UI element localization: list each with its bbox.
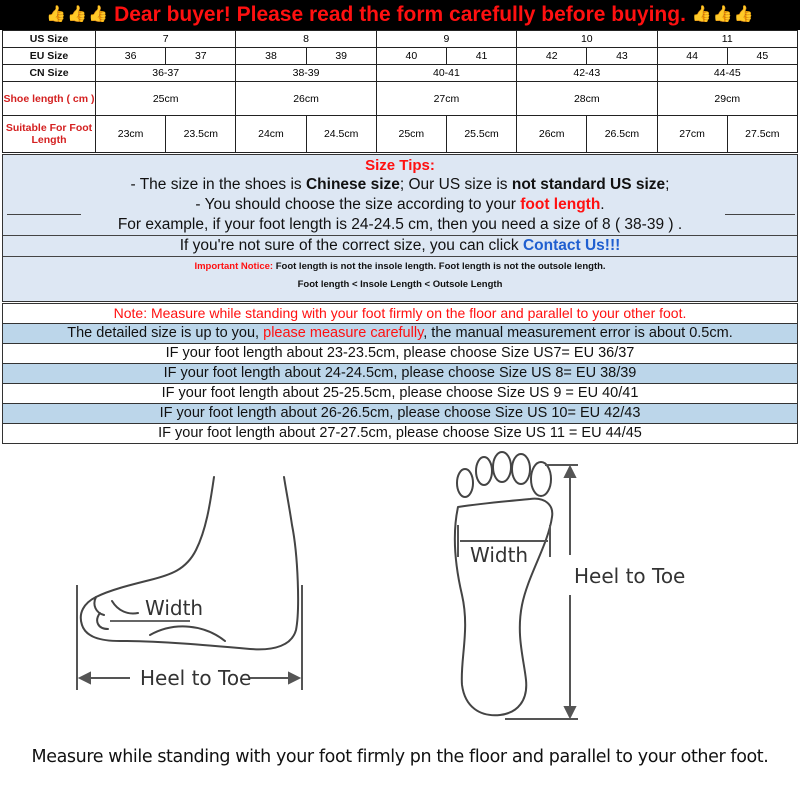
shoe-length-cell: 26cm (236, 82, 376, 116)
side-heel-to-toe-label: Heel to Toe (140, 666, 252, 690)
row-label-foot-length: Suitable For Foot Length (3, 116, 96, 153)
toe-3 (493, 452, 511, 482)
row-label-us: US Size (3, 31, 96, 48)
contact-us-link[interactable]: Contact Us!!! (522, 237, 621, 254)
toe-4 (512, 454, 530, 484)
cn-size-cell: 44-45 (657, 65, 798, 82)
eu-size-cell: 40 (376, 48, 446, 65)
foot-length-cell: 23.5cm (166, 116, 236, 153)
foot-length-cell: 23cm (96, 116, 166, 153)
row-label-eu: EU Size (3, 48, 96, 65)
divider (3, 256, 797, 257)
banner-title: Dear buyer! Please read the form carefully before buying. (114, 3, 686, 26)
important-notice (3, 261, 797, 272)
measure-detail (2, 324, 798, 344)
us-size-cell: 11 (657, 31, 798, 48)
eu-size-cell: 42 (517, 48, 587, 65)
size-chart-table (2, 30, 798, 153)
foot-length-cell: 26cm (517, 116, 587, 153)
shoe-length-cell: 29cm (657, 82, 798, 116)
side-foot-arch (150, 626, 225, 641)
detail-emphasis: please measure carefully (263, 325, 424, 341)
eu-size-cell: 37 (166, 48, 236, 65)
tip-chinese-size (3, 176, 797, 194)
size-tips-panel (2, 154, 798, 302)
divider (7, 214, 81, 215)
thumbs-up-icon: 👍 (691, 6, 712, 23)
size-rule-row: IF your foot length about 26-26.5cm, please choose Size US 10= EU 42/43 (2, 404, 798, 424)
toe-2 (476, 457, 492, 485)
side-width-label: Width (145, 596, 204, 620)
foot-length-row (3, 116, 798, 153)
side-foot-drawing (81, 477, 298, 649)
header-banner (0, 0, 800, 30)
measurement-guide (2, 303, 798, 444)
shoe-length-cell: 25cm (96, 82, 236, 116)
measure-note: Note: Measure while standing with your foot firmly on the floor and parallel to your other foot. (2, 303, 798, 324)
sole-heel-to-toe-label: Heel to Toe (574, 564, 686, 588)
cn-size-cell: 36-37 (96, 65, 236, 82)
size-tips-title: Size Tips: (365, 157, 435, 174)
foot-length-cell: 24.5cm (306, 116, 376, 153)
sole-width-label: Width (470, 543, 529, 567)
side-foot-outline (81, 477, 298, 649)
shoe-length-cell: 27cm (376, 82, 516, 116)
length-chain: Foot length < Insole Length < Outsole Length (297, 279, 503, 290)
size-rule-row: IF your foot length about 25-25.5cm, please choose Size US 9 = EU 40/41 (2, 384, 798, 404)
notice-label: Important Notice: (194, 261, 276, 272)
eu-size-cell: 39 (306, 48, 376, 65)
divider (3, 235, 797, 236)
us-size-cell: 7 (96, 31, 236, 48)
row-label-shoe-length: Shoe length ( cm ) (3, 82, 96, 116)
cn-size-row (3, 65, 798, 82)
size-rule-row: IF your foot length about 24-24.5cm, please choose Size US 8= EU 38/39 (2, 364, 798, 384)
cn-size-cell: 42-43 (517, 65, 657, 82)
thumbs-group-left (46, 7, 108, 23)
tip-text: . (600, 196, 605, 213)
eu-size-cell: 38 (236, 48, 306, 65)
foot-length-cell: 26.5cm (587, 116, 657, 153)
tip-emphasis: foot length (520, 196, 601, 213)
foot-length-cell: 24cm (236, 116, 306, 153)
us-size-cell: 8 (236, 31, 376, 48)
row-label-cn: CN Size (3, 65, 96, 82)
eu-size-cell: 45 (727, 48, 797, 65)
thumbs-up-icon: 👍 (88, 6, 109, 23)
tip-text: - You should choose the size according to your (195, 196, 521, 213)
tip-emphasis: not standard US size (511, 176, 666, 193)
foot-length-cell: 27cm (657, 116, 727, 153)
detail-text: The detailed size is up to you, (67, 325, 264, 341)
cn-size-cell: 40-41 (376, 65, 516, 82)
foot-length-cell: 25.5cm (446, 116, 516, 153)
sole-heel-to-toe-arrow (505, 465, 578, 719)
eu-size-cell: 44 (657, 48, 727, 65)
detail-text: , the manual measurement error is about 0.5cm. (423, 325, 733, 341)
toe-5 (531, 462, 551, 496)
tip-text: ; (665, 176, 670, 193)
thumbs-up-icon: 👍 (46, 6, 67, 23)
size-rule-row: IF your foot length about 23-23.5cm, please choose Size US7= EU 36/37 (2, 344, 798, 364)
eu-size-cell: 41 (446, 48, 516, 65)
foot-length-cell: 25cm (376, 116, 446, 153)
side-foot-toes (94, 597, 138, 629)
sole-outline (455, 499, 552, 716)
shoe-length-cell: 28cm (517, 82, 657, 116)
tip-emphasis: Chinese size (305, 176, 400, 193)
tip-foot-length (3, 196, 797, 214)
tip-text: ; Our US size is (399, 176, 512, 193)
measurement-caption: Measure while standing with your foot firmly pn the floor and parallel to your other foot. (31, 747, 769, 767)
thumbs-up-icon: 👍 (733, 6, 754, 23)
shoe-length-row (3, 82, 798, 116)
eu-size-row (3, 48, 798, 65)
us-size-cell: 9 (376, 31, 516, 48)
tip-contact (3, 237, 797, 255)
thumbs-group-right (692, 7, 754, 23)
tip-example: For example, if your foot length is 24-24.5 cm, then you need a size of 8 ( 38-39 ) . (117, 216, 683, 233)
toe-1 (457, 469, 473, 497)
eu-size-cell: 43 (587, 48, 657, 65)
us-size-cell: 10 (517, 31, 657, 48)
tip-text: If you're not sure of the correct size, you can click (179, 237, 523, 254)
thumbs-up-icon: 👍 (67, 6, 88, 23)
divider (725, 214, 795, 215)
sole-foot-drawing (455, 452, 552, 715)
tip-text: - The size in the shoes is (130, 176, 306, 193)
eu-size-cell: 36 (96, 48, 166, 65)
us-size-row (3, 31, 798, 48)
cn-size-cell: 38-39 (236, 65, 376, 82)
thumbs-up-icon: 👍 (712, 6, 733, 23)
notice-text: Foot length is not the insole length. Foot length is not the outsole length. (275, 261, 606, 272)
size-rule-row: IF your foot length about 27-27.5cm, please choose Size US 11 = EU 44/45 (2, 424, 798, 444)
foot-length-cell: 27.5cm (727, 116, 797, 153)
